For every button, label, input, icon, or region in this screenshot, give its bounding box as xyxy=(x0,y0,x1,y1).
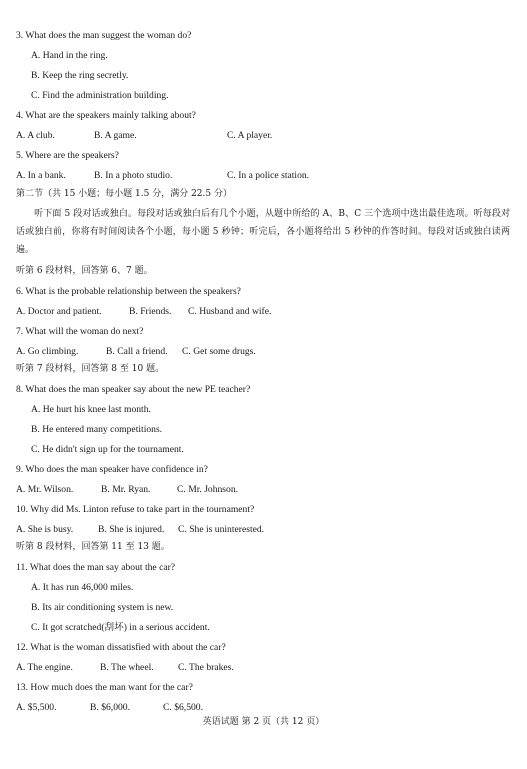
question-9-option-a: A. Mr. Wilson. xyxy=(16,484,74,495)
question-13: 13. How much does the man want for the car? xyxy=(16,682,193,693)
question-4-option-c: C. A player. xyxy=(227,130,273,141)
question-6-option-a: A. Doctor and patient. xyxy=(16,306,102,317)
question-10-option-b: B. She is injured. xyxy=(98,524,165,535)
question-8-option-c: C. He didn't sign up for the tournament. xyxy=(31,444,184,455)
section-2-heading: 第二节（共 15 小题；每小题 1.5 分，满分 22.5 分） xyxy=(16,189,232,199)
question-3-option-b: B. Keep the ring secretly. xyxy=(31,70,129,81)
question-3-option-a: A. Hand in the ring. xyxy=(31,50,108,61)
question-11: 11. What does the man say about the car? xyxy=(16,562,176,573)
question-13-option-a: A. $5,500. xyxy=(16,702,57,713)
question-7: 7. What will the woman do next? xyxy=(16,326,144,337)
question-12: 12. What is the woman dissatisfied with about the car? xyxy=(16,642,226,653)
question-13-option-c: C. $6,500. xyxy=(163,702,203,713)
page-footer: 英语试题 第 2 页（共 12 页） xyxy=(202,717,325,727)
question-8: 8. What does the man speaker say about the new PE teacher? xyxy=(16,384,251,395)
question-6-option-b: B. Friends. xyxy=(129,306,172,317)
material-8-instruction: 听第 8 段材料，回答第 11 至 13 题。 xyxy=(16,542,170,552)
section-2-instructions-text: 听下面 5 段对话或独白。每段对话或独白后有几个小题，从题中所给的 A、B、C 三个选项中选出最佳选项。听每段对话或独白前，你将有时间阅读各个小题，每小题 5 秒钟；听完后，各小题将给出 5 秒钟的作答时间。每段对话或独白读两遍。 xyxy=(16,209,510,256)
question-7-option-b: B. Call a friend. xyxy=(106,346,168,357)
question-4-option-b: B. A game. xyxy=(94,130,137,141)
question-12-option-c: C. The brakes. xyxy=(178,662,234,673)
question-10-option-a: A. She is busy. xyxy=(16,524,74,535)
question-4: 4. What are the speakers mainly talking about? xyxy=(16,110,196,121)
question-12-option-b: B. The wheel. xyxy=(100,662,154,673)
question-8-option-b: B. He entered many competitions. xyxy=(31,424,163,435)
question-7-option-a: A. Go climbing. xyxy=(16,346,79,357)
question-5-option-b: B. In a photo studio. xyxy=(94,170,173,181)
material-6-instruction: 听第 6 段材料，回答第 6、7 题。 xyxy=(16,266,153,276)
section-2-instructions xyxy=(16,205,510,260)
question-11-option-c: C. It got scratched(刮坏) in a serious accident. xyxy=(31,622,210,633)
question-12-option-a: A. The engine. xyxy=(16,662,73,673)
question-10-option-c: C. She is uninterested. xyxy=(178,524,265,535)
question-9-option-c: C. Mr. Johnson. xyxy=(177,484,239,495)
question-9-option-b: B. Mr. Ryan. xyxy=(101,484,151,495)
question-11-option-a: A. It has run 46,000 miles. xyxy=(31,582,134,593)
question-3-option-c: C. Find the administration building. xyxy=(31,90,169,101)
question-4-option-a: A. A club. xyxy=(16,130,55,141)
question-3: 3. What does the man suggest the woman do? xyxy=(16,30,192,41)
question-6: 6. What is the probable relationship between the speakers? xyxy=(16,286,241,297)
material-7-instruction: 听第 7 段材料，回答第 8 至 10 题。 xyxy=(16,364,165,374)
question-11-option-b: B. Its air conditioning system is new. xyxy=(31,602,174,613)
question-9: 9. Who does the man speaker have confidence in? xyxy=(16,464,208,475)
question-10: 10. Why did Ms. Linton refuse to take part in the tournament? xyxy=(16,504,255,515)
question-5-option-c: C. In a police station. xyxy=(227,170,310,181)
question-13-option-b: B. $6,000. xyxy=(90,702,130,713)
question-8-option-a: A. He hurt his knee last month. xyxy=(31,404,151,415)
question-5-option-a: A. In a bank. xyxy=(16,170,66,181)
question-6-option-c: C. Husband and wife. xyxy=(188,306,272,317)
question-7-option-c: C. Get some drugs. xyxy=(182,346,256,357)
question-5: 5. Where are the speakers? xyxy=(16,150,119,161)
